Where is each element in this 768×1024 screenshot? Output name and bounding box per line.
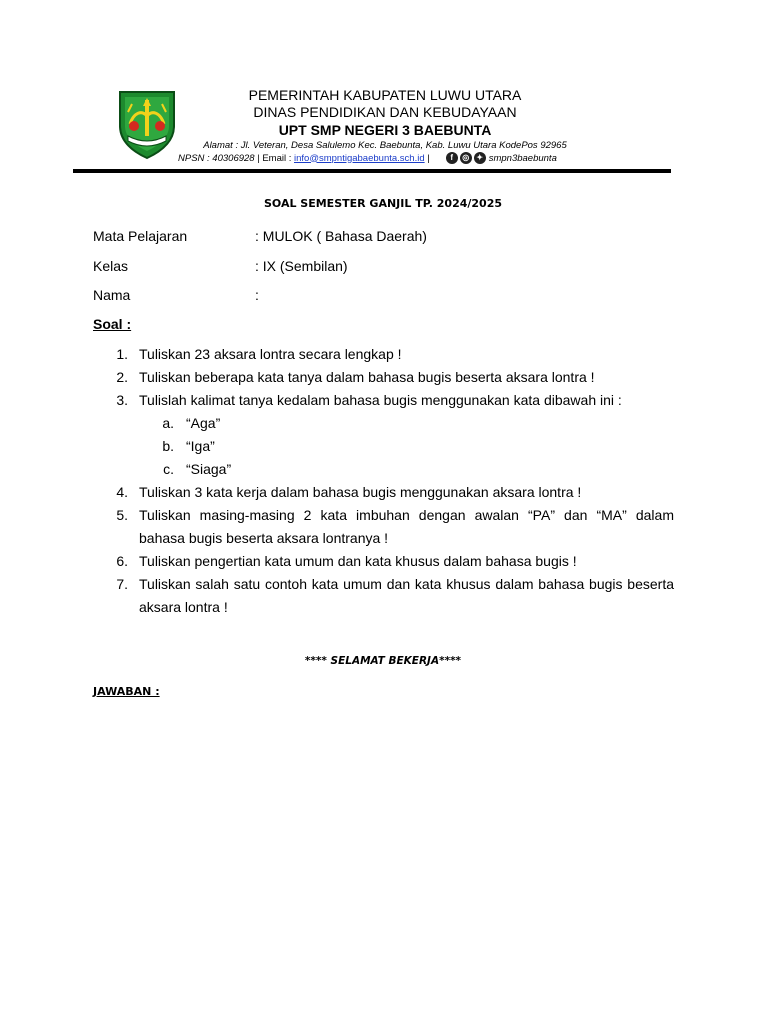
separator: | xyxy=(424,152,430,164)
question-number: 7. xyxy=(116,576,128,592)
kop-contact-line xyxy=(178,152,557,164)
field-label: Kelas xyxy=(93,258,129,274)
sub-item-letter: c. xyxy=(163,461,174,477)
kop-divider xyxy=(73,169,671,173)
answer-heading: JAWABAN : xyxy=(93,685,160,698)
field-name xyxy=(93,287,259,303)
question-number: 1. xyxy=(116,346,128,362)
question-item xyxy=(93,550,693,573)
kop-school-name: UPT SMP NEGERI 3 BAEBUNTA xyxy=(278,122,492,138)
question-text-line1: Tuliskan masing-masing 2 kata imbuhan dengan awalan “PA” dan “MA” dalam xyxy=(139,507,674,523)
email-label: | Email : xyxy=(254,152,295,164)
question-item xyxy=(93,343,693,366)
question-number: 4. xyxy=(116,484,128,500)
social-icons xyxy=(446,152,557,164)
page-title: SOAL SEMESTER GANJIL TP. 2024/2025 xyxy=(263,197,503,210)
closing-message: **** SELAMAT BEKERJA**** xyxy=(304,655,462,667)
question-number: 6. xyxy=(116,553,128,569)
sub-item-text: “Siaga” xyxy=(186,461,232,477)
sub-item-letter: a. xyxy=(162,415,174,431)
field-label: Nama xyxy=(93,287,131,303)
email-link[interactable]: info@smpntigabaebunta.sch.id xyxy=(294,152,425,164)
field-class xyxy=(93,258,348,274)
question-number: 3. xyxy=(116,392,128,408)
kop-government: PEMERINTAH KABUPATEN LUWU UTARA xyxy=(248,87,522,103)
field-value: : IX (Sembilan) xyxy=(255,258,348,274)
question-number: 5. xyxy=(116,507,128,523)
question-item xyxy=(93,504,693,550)
facebook-icon: f xyxy=(446,152,458,164)
field-value: : xyxy=(255,287,259,303)
social-handle: smpn3baebunta xyxy=(488,152,557,164)
question-text-line1: Tuliskan salah satu contoh kata umum dan kata khusus dalam bahasa bugis beserta xyxy=(139,576,674,592)
question-text: Tulislah kalimat tanya kedalam bahasa bugis menggunakan kata dibawah ini : xyxy=(139,392,622,408)
question-text: Tuliskan pengertian kata umum dan kata khusus dalam bahasa bugis ! xyxy=(139,553,577,569)
question-item xyxy=(93,389,693,412)
kop-department: DINAS PENDIDIKAN DAN KEBUDAYAAN xyxy=(253,104,517,120)
sub-item-text: “Aga” xyxy=(186,415,221,431)
question-item xyxy=(93,481,693,504)
npsn-label: NPSN : 40306928 xyxy=(178,152,255,164)
sub-item-letter: b. xyxy=(162,438,174,454)
sub-item-text: “Iga” xyxy=(186,438,215,454)
field-value: : MULOK ( Bahasa Daerah) xyxy=(255,228,427,244)
field-label: Mata Pelajaran xyxy=(93,228,188,244)
school-logo xyxy=(114,86,180,160)
question-text: Tuliskan 3 kata kerja dalam bahasa bugis menggunakan aksara lontra ! xyxy=(139,484,582,500)
instagram-icon: ◎ xyxy=(460,152,472,164)
question-text-line2: aksara lontra ! xyxy=(139,599,228,615)
kop-address: Alamat : Jl. Veteran, Desa Salulemo Kec. Baebunta, Kab. Luwu Utara KodePos 92965 xyxy=(203,140,567,151)
question-number: 2. xyxy=(116,369,128,385)
question-text: Tuliskan 23 aksara lontra secara lengkap ! xyxy=(139,346,402,362)
question-text-line2: bahasa bugis beserta aksara lontranya ! xyxy=(139,530,389,546)
twitter-icon: ✦ xyxy=(474,152,486,164)
field-subject xyxy=(93,228,427,244)
question-text: Tuliskan beberapa kata tanya dalam bahasa bugis beserta aksara lontra ! xyxy=(139,369,595,385)
question-item xyxy=(93,366,693,389)
questions-heading: Soal : xyxy=(93,316,132,332)
question-item xyxy=(93,573,693,619)
